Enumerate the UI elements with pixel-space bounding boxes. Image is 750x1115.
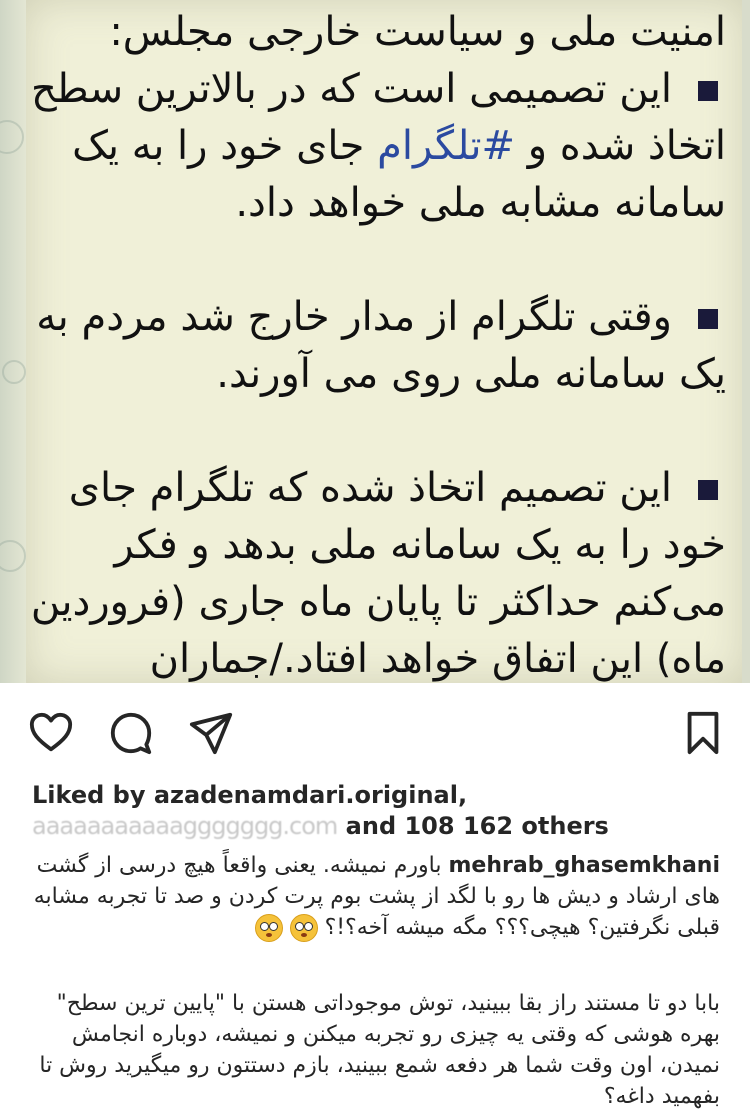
- likes-count[interactable]: and 108 162 others: [337, 812, 609, 840]
- comment-button[interactable]: [106, 708, 156, 758]
- caption-comment: [30, 850, 720, 943]
- square-bullet-icon: [698, 81, 718, 101]
- likes-prefix: Liked by: [32, 781, 154, 809]
- paragraph-3-text: این تصمیم اتخاذ شده که تلگرام جای خود را به یک سامانه ملی بدهد و فکر می‌کنم حداکثر تا پایان ماه جاری (فروردین ماه) این اتفاق خواهد افتاد./جماران: [30, 465, 726, 682]
- quote-text: [26, 4, 726, 683]
- doodle-circle: [0, 540, 26, 572]
- doodle-circle: [0, 120, 24, 154]
- paragraph-2-text: وقتی تلگرام از مدار خارج شد مردم به یک سامانه ملی روی می آورند.: [36, 294, 726, 397]
- paragraph-1-text-b: جای خود را به یک سامانه مشابه ملی خواهد داد.: [72, 123, 726, 226]
- paragraph-1-text-a: این تصمیمی است که در بالاترین سطح اتخاذ شده و: [30, 66, 726, 169]
- flushed-face-emoji-icon: [290, 914, 318, 942]
- comment-username[interactable]: mehrab_ghasemkhani: [448, 853, 720, 878]
- like-button[interactable]: [26, 708, 76, 758]
- share-button[interactable]: [186, 708, 236, 758]
- square-bullet-icon: [698, 309, 718, 329]
- comment-text: باورم نمیشه. یعنی واقعاً هیچ درسی از گشت های ارشاد و دیش ها رو با لگد از پشت بوم پرت کردن و صد تا تجربه مشابه قبلی نگرفتین؟ هیچی؟؟؟ مگه میشه آخه؟!؟: [33, 853, 720, 940]
- blurred-liker-username[interactable]: aaaaaaaaaaaggggggg.com: [32, 812, 338, 840]
- square-bullet-icon: [698, 480, 718, 500]
- likes-summary: [32, 780, 732, 842]
- comment-bubble-icon: [108, 710, 154, 756]
- save-button[interactable]: [678, 708, 728, 758]
- quote-card: [26, 0, 744, 683]
- doodle-circle: [2, 360, 26, 384]
- quote-paragraph-3: [26, 460, 726, 683]
- background-doodle-strip: [0, 0, 26, 683]
- quote-title: امنیت ملی و سیاست خارجی مجلس:: [109, 9, 726, 55]
- paper-plane-icon: [188, 710, 234, 756]
- image-right-edge: [742, 0, 750, 683]
- caption-continuation-text: بابا دو تا مستند راز بقا ببینید، توش موجوداتی هستن با "پایین ترین سطح" بهره هوشی که وقتی یه چیزی رو تجربه میکنن و نمیشه، دوباره انجامش نمیدن، اون وقت شما هر دفعه شمع ببینید، بازم دستتون رو میگیرید روش تا بفهمید داغه؟: [39, 991, 720, 1109]
- liker-username[interactable]: azadenamdari.original,: [153, 781, 468, 809]
- quote-paragraph-2: [26, 289, 726, 403]
- heart-icon: [28, 710, 74, 756]
- telegram-hashtag: #تلگرام: [377, 123, 515, 169]
- caption-continuation: [30, 988, 720, 1112]
- flushed-face-emoji-icon: [255, 914, 283, 942]
- post-action-bar: [0, 700, 750, 764]
- bookmark-icon: [680, 710, 726, 756]
- quote-paragraph-1: [26, 61, 726, 232]
